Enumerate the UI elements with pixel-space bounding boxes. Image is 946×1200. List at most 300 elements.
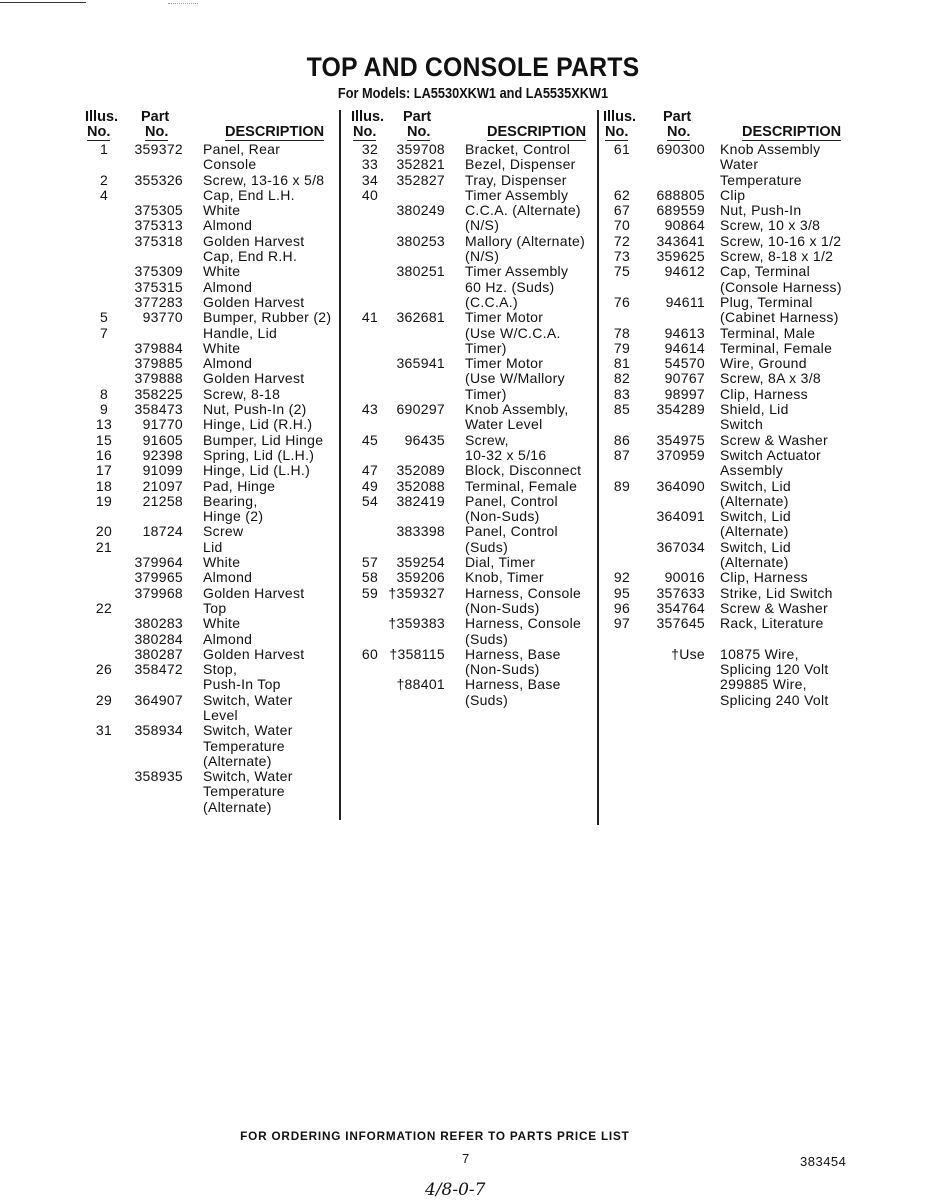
table-row xyxy=(343,677,595,692)
illus-number: 54 xyxy=(361,492,379,509)
illus-number: 59 xyxy=(361,584,379,601)
part-number: †Use xyxy=(671,645,705,662)
illus-number: 13 xyxy=(95,416,113,433)
illus-number: 45 xyxy=(361,431,379,448)
illus-number: 82 xyxy=(613,370,631,387)
part-number: 96435 xyxy=(404,431,445,448)
table-row xyxy=(85,540,337,555)
part-number: 379968 xyxy=(134,584,183,601)
table-row xyxy=(343,448,595,463)
description: Clip, Harness xyxy=(720,385,808,402)
part-number: †359327 xyxy=(388,584,445,601)
table-row xyxy=(85,784,337,799)
table-row xyxy=(85,218,337,233)
description: (Alternate) xyxy=(720,492,789,509)
part-number: 375305 xyxy=(134,202,183,219)
table-row xyxy=(85,402,337,417)
table-row xyxy=(85,280,337,295)
description: Shield, Lid xyxy=(720,401,789,418)
parts-column xyxy=(601,108,851,708)
part-number: 94614 xyxy=(664,339,705,356)
illus-number: 58 xyxy=(361,569,379,586)
description: Screw & Washer xyxy=(720,431,828,448)
table-row xyxy=(601,448,851,463)
part-number: 358225 xyxy=(134,385,183,402)
description: Screw, xyxy=(465,431,509,448)
description: (Use W/C.C.A. xyxy=(465,324,561,341)
description: Timer Assembly xyxy=(465,186,569,203)
description: Clip xyxy=(720,186,746,203)
table-row xyxy=(85,693,337,708)
description: Bumper, Lid Hinge xyxy=(203,431,324,448)
part-number: 94611 xyxy=(665,293,705,310)
part-number: 379884 xyxy=(134,339,183,356)
part-number: 94612 xyxy=(664,263,705,280)
illus-number: 73 xyxy=(613,248,631,265)
header-illus-no: No. xyxy=(353,124,377,140)
description: (Suds) xyxy=(465,630,509,647)
description: Switch, Lid xyxy=(720,508,791,525)
description: Stop, xyxy=(203,661,238,678)
table-row xyxy=(85,387,337,402)
header-part-no: No. xyxy=(407,124,431,140)
table-row xyxy=(85,448,337,463)
part-number: 379965 xyxy=(134,569,183,586)
description: (Alternate) xyxy=(720,523,789,540)
table-row xyxy=(343,387,595,402)
table-row xyxy=(601,677,851,692)
illus-number: 33 xyxy=(361,156,379,173)
table-row xyxy=(85,677,337,692)
column-divider xyxy=(339,110,341,820)
description: White xyxy=(203,263,241,280)
description: Switch Actuator xyxy=(720,446,821,463)
part-number: 689559 xyxy=(656,202,705,219)
table-row xyxy=(343,524,595,539)
part-number: 352088 xyxy=(396,477,445,494)
table-row xyxy=(601,616,851,631)
illus-number: 4 xyxy=(99,186,109,203)
description: Cap, End R.H. xyxy=(203,248,298,265)
illus-number: 61 xyxy=(613,141,631,157)
description: Almond xyxy=(203,355,253,372)
table-row xyxy=(85,754,337,769)
table-row xyxy=(343,463,595,478)
part-number: 352821 xyxy=(396,156,445,173)
header-description: DESCRIPTION xyxy=(742,124,842,140)
header-illus-no: No. xyxy=(605,124,629,140)
table-row xyxy=(343,693,595,708)
description: (Alternate) xyxy=(203,752,272,769)
description: Handle, Lid xyxy=(203,324,278,341)
table-row xyxy=(343,402,595,417)
illus-number: 75 xyxy=(613,263,631,280)
header-illus-no: No. xyxy=(87,124,111,140)
description: 10875 Wire, xyxy=(720,645,799,662)
part-number: 90016 xyxy=(664,569,705,586)
illus-number: 8 xyxy=(99,385,109,402)
table-row xyxy=(343,662,595,677)
illus-number: 29 xyxy=(95,691,113,708)
description: White xyxy=(203,339,241,356)
description: Hinge (2) xyxy=(203,508,264,525)
description: Pad, Hinge xyxy=(203,477,276,494)
table-row xyxy=(601,693,851,708)
table-row xyxy=(343,341,595,356)
illus-number: 9 xyxy=(99,401,109,418)
description: Timer Assembly xyxy=(465,263,569,280)
description: Nut, Push-In (2) xyxy=(203,401,307,418)
table-row xyxy=(85,662,337,677)
table-row xyxy=(601,509,851,524)
description: Knob Assembly, xyxy=(465,401,569,418)
table-row xyxy=(601,173,851,188)
table-row xyxy=(85,570,337,585)
table-row xyxy=(85,264,337,279)
table-row xyxy=(85,371,337,386)
description: Screw, 10 x 3/8 xyxy=(720,217,821,234)
part-number: 352089 xyxy=(396,462,445,479)
part-number: 380287 xyxy=(134,645,183,662)
description: Tray, Dispenser xyxy=(465,171,567,188)
part-number: 91770 xyxy=(142,416,183,433)
part-number: 359254 xyxy=(396,554,445,571)
description: Switch, Water xyxy=(203,722,293,739)
illus-number: 17 xyxy=(95,462,113,479)
description: Top xyxy=(203,599,227,616)
description: 10-32 x 5/16 xyxy=(465,446,547,463)
illus-number: 20 xyxy=(95,523,113,540)
part-number: 358472 xyxy=(134,661,183,678)
column-header xyxy=(343,108,595,142)
illus-number: 72 xyxy=(613,232,631,249)
table-row xyxy=(343,494,595,509)
description: Switch, Lid xyxy=(720,477,791,494)
description: Temperature xyxy=(203,737,285,754)
illus-number: 43 xyxy=(361,401,379,418)
scan-edge-line xyxy=(0,2,86,3)
table-row xyxy=(601,463,851,478)
table-row xyxy=(343,616,595,631)
description: 299885 Wire, xyxy=(720,676,807,693)
part-number: 357645 xyxy=(656,615,705,632)
table-row xyxy=(343,203,595,218)
description: (Non-Suds) xyxy=(465,508,540,525)
table-row xyxy=(85,494,337,509)
description: Almond xyxy=(203,217,253,234)
part-number: 367034 xyxy=(656,538,705,555)
description: Level xyxy=(203,706,238,723)
table-row xyxy=(85,341,337,356)
description: Bezel, Dispenser xyxy=(465,156,576,173)
part-number: 93770 xyxy=(142,309,183,326)
table-row xyxy=(343,647,595,662)
illus-number: 15 xyxy=(95,431,113,448)
part-number: 354975 xyxy=(656,431,705,448)
table-row xyxy=(343,249,595,264)
part-number: †359383 xyxy=(388,615,445,632)
part-number: 359708 xyxy=(396,141,445,157)
table-row xyxy=(85,769,337,784)
description: Knob, Timer xyxy=(465,569,544,586)
header-part-no: No. xyxy=(667,124,691,140)
parts-column xyxy=(343,108,595,708)
part-number: 357633 xyxy=(656,584,705,601)
table-row xyxy=(343,417,595,432)
description: Screw & Washer xyxy=(720,599,828,616)
part-number: 690300 xyxy=(656,141,705,157)
table-row xyxy=(85,479,337,494)
description: Nut, Push-In xyxy=(720,202,802,219)
table-row xyxy=(85,632,337,647)
table-row xyxy=(85,295,337,310)
table-row xyxy=(601,203,851,218)
description: Strike, Lid Switch xyxy=(720,584,833,601)
part-number: †88401 xyxy=(396,676,445,693)
part-number: 364090 xyxy=(656,477,705,494)
illus-number: 78 xyxy=(613,324,631,341)
description: Screw, 8-18 x 1/2 xyxy=(720,248,834,265)
description: Terminal, Female xyxy=(720,339,833,356)
header-part: Part xyxy=(141,109,170,125)
header-illus: Illus. xyxy=(85,109,119,125)
description: (Cabinet Harness) xyxy=(720,309,839,326)
illus-number: 96 xyxy=(613,599,631,616)
table-row xyxy=(601,142,851,157)
header-part: Part xyxy=(663,109,692,125)
description: Bumper, Rubber (2) xyxy=(203,309,332,326)
description: Bearing, xyxy=(203,492,258,509)
part-number: 358935 xyxy=(134,768,183,785)
description: Knob Assembly xyxy=(720,141,821,157)
table-row xyxy=(343,310,595,325)
document-number: 383454 xyxy=(800,1154,847,1169)
part-number: 90864 xyxy=(664,217,705,234)
description: Console xyxy=(203,156,257,173)
part-number: 379885 xyxy=(134,355,183,372)
column-divider xyxy=(597,110,599,825)
description: C.C.A. (Alternate) xyxy=(465,202,581,219)
illus-number: 86 xyxy=(613,431,631,448)
illus-number: 89 xyxy=(613,477,631,494)
part-number: 94613 xyxy=(664,324,705,341)
description: (Non-Suds) xyxy=(465,599,540,616)
description: Block, Disconnect xyxy=(465,462,582,479)
table-row xyxy=(601,555,851,570)
table-row xyxy=(601,371,851,386)
part-number: 91605 xyxy=(142,431,183,448)
description: Temperature xyxy=(720,171,802,188)
table-row xyxy=(601,433,851,448)
header-illus: Illus. xyxy=(603,109,637,125)
table-row xyxy=(343,188,595,203)
table-row xyxy=(601,540,851,555)
table-row xyxy=(601,218,851,233)
description: Screw xyxy=(203,523,244,540)
table-row xyxy=(343,479,595,494)
description: Golden Harvest xyxy=(203,645,305,662)
part-number: 343641 xyxy=(656,232,705,249)
description: Dial, Timer xyxy=(465,554,536,571)
description: (Console Harness) xyxy=(720,278,842,295)
table-row xyxy=(85,524,337,539)
page-number: 7 xyxy=(462,1151,470,1166)
part-number: 364091 xyxy=(656,508,705,525)
table-row xyxy=(601,157,851,172)
part-number: †358115 xyxy=(389,645,445,662)
table-row xyxy=(85,616,337,631)
parts-column xyxy=(85,108,337,815)
description: (Suds) xyxy=(465,691,509,708)
illus-number: 85 xyxy=(613,401,631,418)
part-number: 352827 xyxy=(396,171,445,188)
table-row xyxy=(601,341,851,356)
description: Switch, Water xyxy=(203,691,293,708)
illus-number: 83 xyxy=(613,385,631,402)
table-row xyxy=(85,356,337,371)
table-row xyxy=(601,479,851,494)
description: Golden Harvest xyxy=(203,232,305,249)
illus-number: 21 xyxy=(95,538,113,555)
part-number: 358473 xyxy=(134,401,183,418)
table-row xyxy=(343,173,595,188)
description: Timer) xyxy=(465,339,507,356)
illus-number: 34 xyxy=(361,171,379,188)
table-row xyxy=(343,142,595,157)
description: Almond xyxy=(203,569,253,586)
description: Water Level xyxy=(465,416,543,433)
column-header xyxy=(85,108,337,142)
table-row xyxy=(343,264,595,279)
description: Cap, Terminal xyxy=(720,263,811,280)
part-number: 54570 xyxy=(664,355,705,372)
table-row xyxy=(601,264,851,279)
description: Screw, 13-16 x 5/8 xyxy=(203,171,325,188)
part-number: 380284 xyxy=(134,630,183,647)
illus-number: 92 xyxy=(613,569,631,586)
illus-number: 2 xyxy=(99,171,109,188)
table-row xyxy=(601,494,851,509)
illus-number: 79 xyxy=(613,339,631,356)
illus-number: 19 xyxy=(95,492,113,509)
description: Mallory (Alternate) xyxy=(465,232,586,249)
illus-number: 62 xyxy=(613,186,631,203)
illus-number: 41 xyxy=(361,309,379,326)
table-row xyxy=(343,157,595,172)
table-row xyxy=(343,234,595,249)
handwritten-note: 4/8-0-7 xyxy=(425,1180,486,1200)
part-number: 355326 xyxy=(134,171,183,188)
description: (N/S) xyxy=(465,248,500,265)
description: Hinge, Lid (R.H.) xyxy=(203,416,313,433)
table-row xyxy=(601,632,851,647)
part-number: 359372 xyxy=(134,141,183,157)
table-row xyxy=(601,662,851,677)
table-row xyxy=(85,433,337,448)
description: (Use W/Mallory xyxy=(465,370,565,387)
table-row xyxy=(601,402,851,417)
part-number: 354764 xyxy=(656,599,705,616)
table-row xyxy=(343,356,595,371)
table-row xyxy=(343,509,595,524)
table-row xyxy=(85,417,337,432)
description: (Alternate) xyxy=(720,554,789,571)
illus-number: 60 xyxy=(361,645,379,662)
part-number: 370959 xyxy=(656,446,705,463)
illus-number: 87 xyxy=(613,446,631,463)
description: Terminal, Male xyxy=(720,324,816,341)
table-row xyxy=(601,280,851,295)
illus-number: 76 xyxy=(613,293,631,310)
part-number: 362681 xyxy=(396,309,445,326)
table-row xyxy=(85,708,337,723)
illus-number: 32 xyxy=(361,141,379,157)
table-row xyxy=(85,310,337,325)
table-row xyxy=(85,326,337,341)
part-number: 375309 xyxy=(134,263,183,280)
table-row xyxy=(85,555,337,570)
description: Cap, End L.H. xyxy=(203,186,295,203)
table-row xyxy=(601,647,851,662)
description: Harness, Console xyxy=(465,615,582,632)
description: Water xyxy=(720,156,759,173)
table-row xyxy=(601,601,851,616)
part-number: 375313 xyxy=(134,217,183,234)
part-number: 379888 xyxy=(134,370,183,387)
table-row xyxy=(85,234,337,249)
illus-number: 95 xyxy=(613,584,631,601)
description: (N/S) xyxy=(465,217,500,234)
description: Almond xyxy=(203,278,253,295)
description: Bracket, Control xyxy=(465,141,571,157)
description: White xyxy=(203,202,241,219)
table-row xyxy=(85,463,337,478)
table-row xyxy=(85,173,337,188)
table-row xyxy=(343,371,595,386)
description: Terminal, Female xyxy=(465,477,578,494)
description: Golden Harvest xyxy=(203,370,305,387)
table-row xyxy=(343,326,595,341)
table-row xyxy=(601,295,851,310)
table-row xyxy=(343,632,595,647)
table-row xyxy=(343,540,595,555)
description: Switch, Lid xyxy=(720,538,791,555)
table-row xyxy=(85,586,337,601)
description: Screw, 8A x 3/8 xyxy=(720,370,821,387)
description: Rack, Literature xyxy=(720,615,824,632)
header-illus: Illus. xyxy=(351,109,385,125)
scan-edge-dots xyxy=(168,3,198,4)
page-title: TOP AND CONSOLE PARTS xyxy=(306,52,640,82)
table-row xyxy=(601,570,851,585)
illus-number: 26 xyxy=(95,661,113,678)
description: Switch xyxy=(720,416,764,433)
description: Timer Motor xyxy=(465,355,544,372)
illus-number: 47 xyxy=(361,462,379,479)
table-row xyxy=(343,433,595,448)
description: Harness, Base xyxy=(465,645,561,662)
part-number: 377283 xyxy=(134,293,183,310)
part-number: 375315 xyxy=(134,278,183,295)
part-number: 365941 xyxy=(396,355,445,372)
illus-number: 5 xyxy=(99,309,109,326)
part-number: 98997 xyxy=(664,385,705,402)
illus-number: 22 xyxy=(95,599,113,616)
table-row xyxy=(85,723,337,738)
part-number: 358934 xyxy=(134,722,183,739)
part-number: 380251 xyxy=(396,263,445,280)
part-number: 359625 xyxy=(656,248,705,265)
